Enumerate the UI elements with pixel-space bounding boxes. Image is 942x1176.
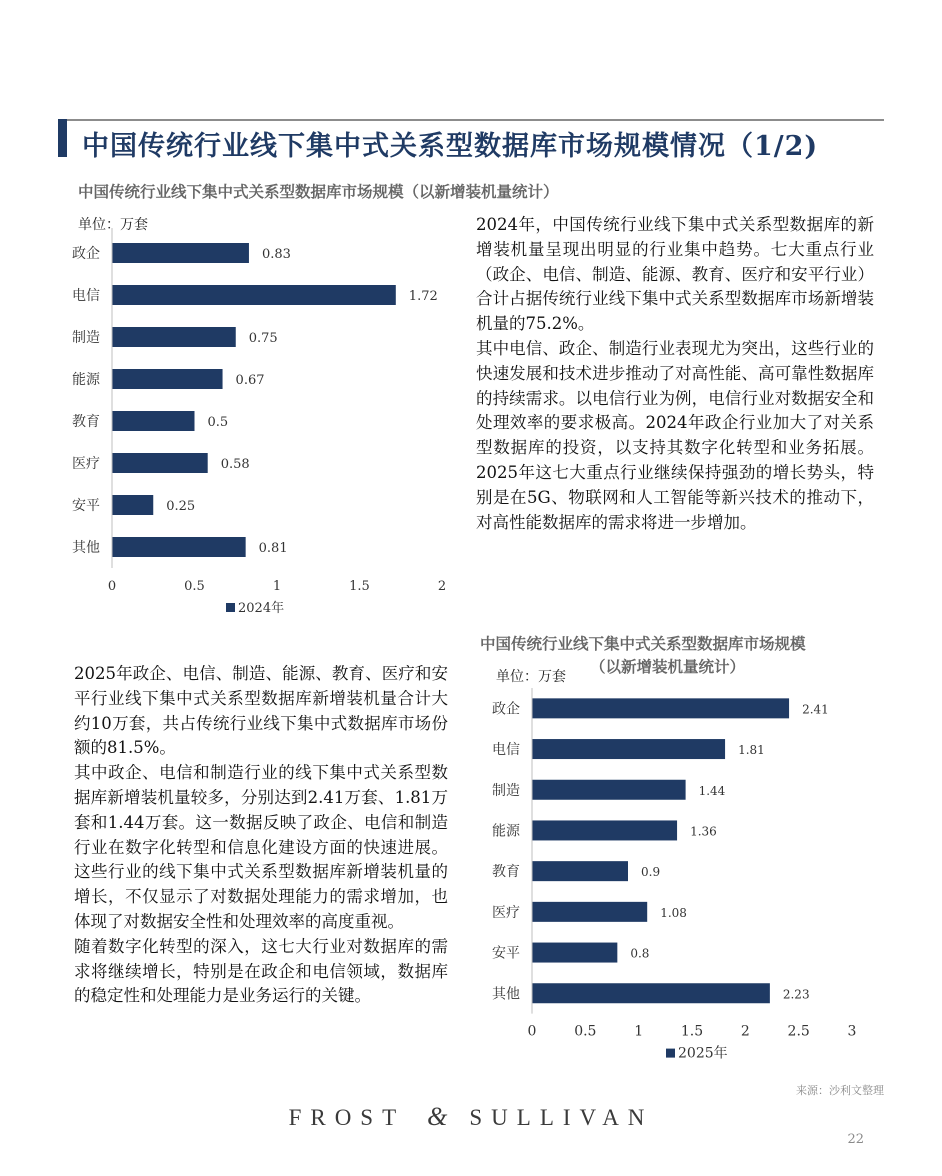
- chart2-bar: [532, 902, 647, 922]
- page-title: 中国传统行业线下集中式关系型数据库市场规模情况（1/2): [82, 131, 819, 162]
- right-paragraph-2: 其中电信、政企、制造行业表现尤为突出，这些行业的快速发展和技术进步推动了对高性能、高可靠性数据库的持续需求。以电信行业为例，电信行业对数据安全和处理效率的要求极高。2024年政企行业加大了对关系型数据库的投资，以支持其数字化转型和业务拓展。2025年这七大重点行业继续保持强劲的增长势头，特别是在5G、物联网和人工智能等新兴技术的推动下，对高性能数据库的需求将进一步增加。: [476, 338, 874, 532]
- chart1-category-label: 电信: [72, 288, 100, 304]
- right-paragraph-1: 2024年，中国传统行业线下集中式关系型数据库的新增装机量呈现出明显的行业集中趋势。七大重点行业（政企、电信、制造、能源、教育、医疗和安平行业）合计占据传统行业线下集中式关系型数据库市场新增装机量的75.2%。: [476, 215, 874, 334]
- chart1-bar: [112, 243, 249, 263]
- chart1-category-label: 能源: [72, 372, 100, 388]
- chart2-x-tick-label: 1: [634, 1023, 644, 1040]
- brand-right: SULLIVAN: [469, 1105, 654, 1130]
- chart1-x-tick-label: 0.5: [184, 579, 205, 594]
- chart2-unit: 单位：万套: [496, 669, 566, 685]
- left-paragraph-2: 其中政企、电信和制造行业的线下集中式关系型数据库新增装机量较多，分别达到2.41万套、1.81万套和1.44万套。这一数据反映了政企、电信和制造行业在数字化转型和信息化建设方面的快速进展。这些行业的线下集中式关系型数据库新增装机量的增长，不仅显示了对数据处理能力的需求增加，也体现了对数据安全性和处理效率的高度重视。: [74, 763, 448, 931]
- chart1-bar: [112, 285, 396, 305]
- chart2-value-label: 1.81: [738, 743, 765, 758]
- chart1-category-label: 政企: [72, 246, 100, 262]
- chart2: [478, 688, 878, 1080]
- chart1-title: 中国传统行业线下集中式关系型数据库市场规模（以新增装机量统计）: [78, 182, 559, 201]
- chart1-value-label: 0.83: [261, 247, 291, 262]
- chart2-legend-swatch: [666, 1049, 675, 1058]
- chart1-unit: 单位：万套: [78, 217, 148, 233]
- chart1-legend-swatch: [226, 603, 235, 612]
- chart1-value-label: 0.67: [235, 373, 265, 388]
- chart1-value-label: 1.72: [408, 289, 438, 304]
- chart2-x-tick-label: 0: [527, 1023, 537, 1040]
- chart1-category-label: 其他: [72, 540, 100, 556]
- chart2-category-label: 安平: [492, 945, 520, 962]
- left-paragraph-3: 随着数字化转型的深入，这七大行业对数据库的需求将继续增长，特别是在政企和电信领域，数据库的稳定性和处理能力是业务运行的关键。: [74, 936, 448, 1006]
- chart1-x-tick-label: 0: [107, 579, 117, 594]
- chart1-value-label: 0.81: [258, 541, 288, 556]
- chart2-x-tick-label: 3: [847, 1023, 857, 1040]
- chart1-value-label: 0.58: [220, 457, 250, 472]
- right-text-block: [476, 213, 874, 535]
- chart1-bar: [112, 537, 246, 557]
- chart2-value-label: 1.08: [660, 905, 687, 920]
- chart1-x-tick-label: 1.5: [349, 579, 370, 594]
- chart1-legend-label: 2024年: [238, 601, 285, 616]
- chart1-category-label: 制造: [72, 330, 100, 346]
- chart2-bar: [532, 861, 628, 881]
- chart1-x-tick-label: 2: [437, 579, 447, 594]
- chart1-bar: [112, 411, 195, 431]
- chart1-category-label: 医疗: [72, 456, 100, 472]
- chart2-value-label: 0.8: [630, 946, 650, 961]
- chart1-category-label: 教育: [72, 414, 100, 430]
- chart2-category-label: 教育: [492, 864, 520, 881]
- chart1-category-label: 安平: [72, 498, 100, 514]
- chart2-category-label: 能源: [492, 823, 520, 840]
- chart2-title-line2: （以新增装机量统计）: [590, 657, 746, 676]
- chart1-bar: [112, 453, 208, 473]
- chart2-bar: [532, 698, 789, 718]
- brand-left: FROST: [288, 1105, 406, 1130]
- source-note: 来源：沙利文整理: [796, 1084, 884, 1097]
- brand-ampersand: &: [427, 1102, 448, 1131]
- chart2-value-label: 1.44: [698, 783, 726, 798]
- chart2-value-label: 0.9: [641, 865, 661, 880]
- chart2-bar: [532, 943, 617, 963]
- chart1-value-label: 0.25: [166, 499, 196, 514]
- chart2-bar: [532, 739, 725, 759]
- chart2-category-label: 政企: [492, 701, 520, 718]
- chart1-value-label: 0.75: [248, 331, 278, 346]
- chart2-x-tick-label: 2: [740, 1023, 750, 1040]
- chart2-value-label: 1.36: [690, 824, 717, 839]
- chart2-value-label: 2.23: [782, 987, 810, 1002]
- chart1-x-tick-label: 1: [272, 579, 282, 594]
- title-rule: [67, 119, 884, 121]
- chart2-legend-label: 2025年: [678, 1045, 728, 1062]
- left-paragraph-1: 2025年政企、电信、制造、能源、教育、医疗和安平行业线下集中式关系型数据库新增装机量合计大约10万套，共占传统行业线下集中式数据库市场份额的81.5%。: [74, 664, 448, 758]
- chart2-bar: [532, 820, 677, 840]
- chart2-category-label: 制造: [492, 782, 520, 799]
- chart1: [58, 228, 468, 628]
- chart2-bar: [532, 983, 770, 1003]
- chart1-bar: [112, 327, 236, 347]
- chart1-value-label: 0.5: [207, 415, 229, 430]
- chart1-bar: [112, 369, 223, 389]
- chart2-bar: [532, 780, 686, 800]
- chart2-x-tick-label: 1.5: [680, 1023, 704, 1040]
- chart2-category-label: 其他: [492, 986, 520, 1003]
- title-accent-bar: [58, 119, 67, 157]
- brand-logo: [0, 1102, 942, 1132]
- chart2-x-tick-label: 2.5: [787, 1023, 810, 1040]
- chart2-x-tick-label: 0.5: [574, 1023, 597, 1040]
- chart2-category-label: 医疗: [492, 904, 520, 921]
- left-text-block: [74, 662, 448, 1009]
- chart2-title-line1: 中国传统行业线下集中式关系型数据库市场规模: [480, 634, 806, 653]
- chart1-bar: [112, 495, 153, 515]
- chart2-value-label: 2.41: [802, 702, 829, 717]
- chart2-category-label: 电信: [492, 742, 520, 759]
- page-number: 22: [847, 1132, 864, 1147]
